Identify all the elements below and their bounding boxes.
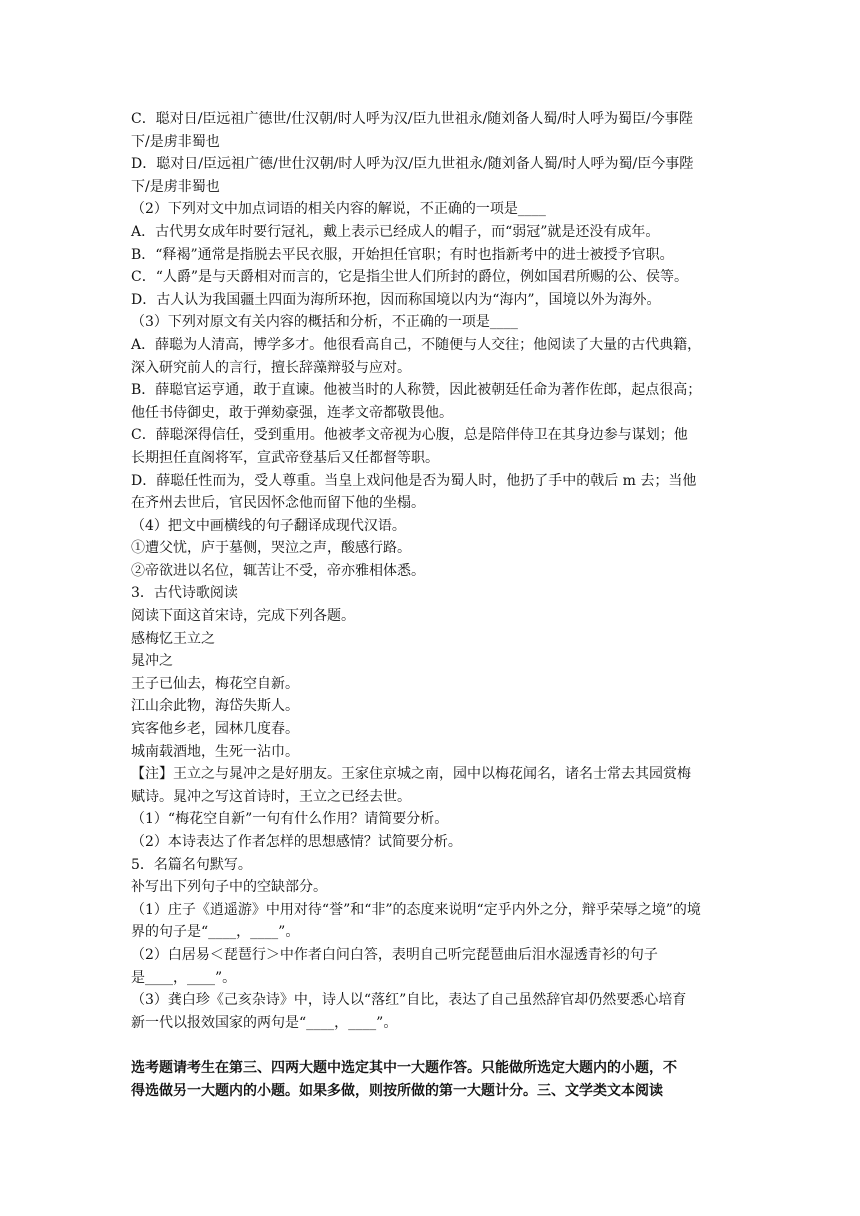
question-2-3: （3）下列对原文有关内容的概括和分析，不正确的一项是____ [131,314,518,331]
elective-instruction: 选考题请考生在第三、四两大题中选定其中一大题作答。只能做所选定大题内的小题，不 [131,1059,677,1076]
section-heading-dictation: 5．名篇名句默写。 [131,856,252,873]
text-line: 长期担任直阁将军，宣武帝登基后又任都督等职。 [131,449,439,466]
text-line: 下/是虏非蜀也 [131,178,220,195]
option-a: A．薛聪为人清高，博学多才。他很看高自己，不随便与人交往；他阅读了大量的古代典籍， [131,336,702,353]
dictation-item-2: （2）白居易＜琵琶行＞中作者白问白答，表明自己听完琵琶曲后泪水湿透青衫的句子 [131,946,658,963]
document-body [131,108,731,1102]
option-d: D．古人认为我国疆土四面为海所环抱，因而称国境以内为“海内”，国境以外为海外。 [131,291,661,308]
option-b: B．“释褐”通常是指脱去平民衣服，开始担任官职；有时也指新考中的进士被授予官职。 [131,246,674,263]
text-line: 在齐州去世后，官民因怀念他而留下他的坐榻。 [131,495,425,512]
poem-author: 晁冲之 [131,653,173,670]
option-b: B．薛聪官运亨通，敢于直谏。他被当时的人称赞，因此被朝廷任命为著作佐郎，起点很高； [131,382,702,399]
text-line: 深入研究前人的言行，擅长辞藻辩驳与应对。 [131,359,411,376]
poem-line: 王子已仙去，梅花空自新。 [131,675,299,692]
poetry-question-1: （1）“梅花空自新”一句有什么作用？请简要分析。 [131,811,449,828]
dictation-item-1: （1）庄子《逍遥游》中用对待“誉”和“非”的态度来说明“定乎内外之分，辩乎荣辱之境”的境 [131,901,701,918]
dictation-instruction: 补写出下列句子中的空缺部分。 [131,879,327,896]
option-a: A．古代男女成年时要行冠礼，戴上表示已经成人的帽子，而“弱冠”就是还没有成年。 [131,223,660,240]
option-c: C．薛聪深得信任，受到重用。他被孝文帝视为心腹，总是陪伴侍卫在其身边参与谋划；他 [131,427,688,444]
text-line: 新一代以报效国家的两句是“____，____”。 [131,1014,398,1031]
poem-line: 江山余此物，海岱失斯人。 [131,698,299,715]
poem-title: 感梅忆王立之 [131,630,215,647]
section-heading-poetry: 3．古代诗歌阅读 [131,585,238,602]
question-2-2: （2）下列对文中加点词语的相关内容的解说，不正确的一项是____ [131,201,546,218]
option-c: C．“人爵”是与天爵相对而言的，它是指尘世人们所封的爵位，例如国君所赐的公、侯等。 [131,269,689,286]
text-line: C．聪对日/臣远祖广德世/仕汉朝/时人呼为汉/臣九世祖永/随刘备人蜀/时人呼为蜀臣/今事陛 [131,111,693,127]
dictation-item-3: （3）龚白珍《己亥杂诗》中，诗人以“落红”自比，表达了自己虽然辞官却仍然要悉心培育 [131,992,687,1009]
poem-line: 城南载酒地，生死一沾巾。 [131,743,299,760]
poetry-instruction: 阅读下面这首宋诗，完成下列各题。 [131,608,355,625]
translation-item-1: ①遭父忧，庐于墓侧，哭泣之声，酸感行路。 [131,540,411,557]
question-2-4: （4）把文中画横线的句子翻译成现代汉语。 [131,517,406,534]
text-line: 下/是虏非蜀也 [131,133,220,150]
text-line: 界的句子是“____，____”。 [131,924,300,941]
text-line: 他任书侍御史，敢于弹劾豪强，连孝文帝都敬畏他。 [131,404,453,421]
text-line: D．聪对日/臣远祖广德/世仕汉朝/时人呼为汉/臣九世祖永/随刘备人蜀/时人呼为蜀/臣今事陛 [131,156,694,173]
text-line: 是____，____”。 [131,969,237,986]
spacer [131,1034,731,1057]
text-line: 赋诗。晁冲之写这首诗时，王立之已经去世。 [131,788,411,805]
translation-item-2: ②帝欲进以名位，辄苦让不受，帝亦雅相体悉。 [131,562,425,579]
poem-line: 宾客他乡老，园林几度春。 [131,721,299,738]
elective-instruction: 得选做另一大题内的小题。如果多做，则按所做的第一大题计分。三、文学类文本阅读 [131,1082,663,1099]
poetry-question-2: （2）本诗表达了作者怎样的思想感情？试简要分析。 [131,834,462,850]
option-d: D．薛聪任性而为，受人尊重。当皇上戏问他是否为蜀人时，他扔了手中的戟后 m 去；当他 [131,472,697,489]
poem-note: 【注】王立之与晁冲之是好朋友。王家住京城之南，园中以梅花闻名，诸名士常去其园赏梅 [131,766,691,783]
